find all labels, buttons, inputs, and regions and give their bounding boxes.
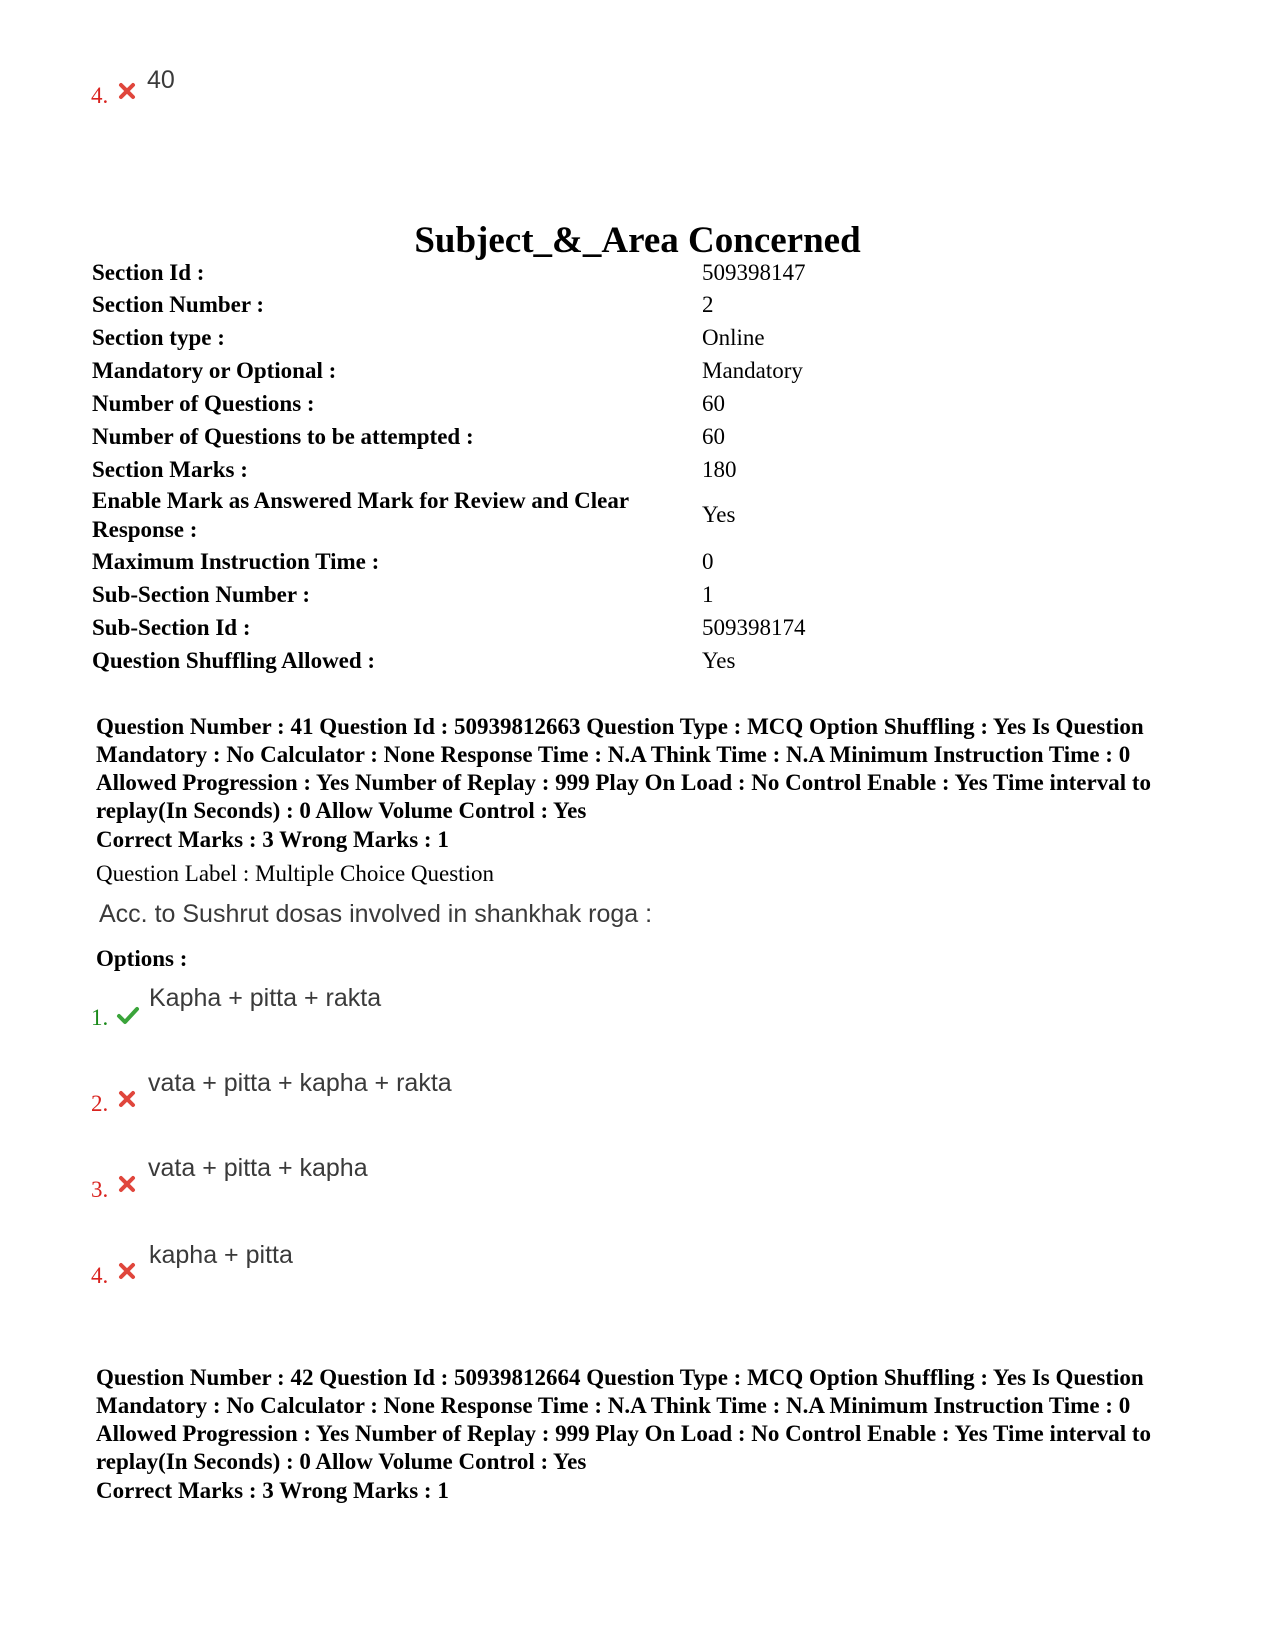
option-number: 4. xyxy=(91,1263,109,1288)
row-value: 2 xyxy=(702,292,714,317)
option-text: kapha + pitta xyxy=(149,1241,293,1269)
question-label: Question Label : Multiple Choice Question xyxy=(96,861,494,886)
row-label: Question Shuffling Allowed : xyxy=(92,648,376,673)
row-value: Yes xyxy=(702,502,736,527)
option-number: 4. xyxy=(91,83,109,108)
question-meta: Question Number : 41 Question Id : 50939812663 Question Type : MCQ Option Shuffling : Yes Is Question Mandatory : No Calculator : None Response Time : N.A Think Time : N.A Minimum Instruction Time : 0 Allowed Progression : Yes Number of Replay : 999 Play On Load : No Control Enable : Yes Time interval to replay(In Seconds) : 0 Allow Volume Control : Yes xyxy=(96,714,1152,823)
options-heading: Options : xyxy=(96,946,188,971)
question-marks: Correct Marks : 3 Wrong Marks : 1 xyxy=(96,827,449,852)
row-label: Enable Mark as Answered Mark for Review and Clear Response : xyxy=(92,488,629,542)
row-value: 509398174 xyxy=(702,615,806,640)
row-label: Sub-Section Number : xyxy=(92,582,311,607)
row-label: Section type : xyxy=(92,325,225,350)
correct-check-icon xyxy=(116,1004,140,1026)
row-label: Number of Questions to be attempted : xyxy=(92,424,474,449)
row-value: Mandatory xyxy=(702,358,803,383)
row-value: 509398147 xyxy=(702,260,806,285)
row-value: Online xyxy=(702,325,765,350)
row-label: Section Marks : xyxy=(92,457,248,482)
question-meta: Question Number : 42 Question Id : 50939812664 Question Type : MCQ Option Shuffling : Yes Is Question Mandatory : No Calculator : None Response Time : N.A Think Time : N.A Minimum Instruction Time : 0 Allowed Progression : Yes Number of Replay : 999 Play On Load : No Control Enable : Yes Time interval to replay(In Seconds) : 0 Allow Volume Control : Yes xyxy=(96,1365,1152,1474)
row-label: Number of Questions : xyxy=(92,391,315,416)
wrong-mark-icon xyxy=(116,80,138,102)
row-value: 0 xyxy=(702,549,714,574)
wrong-mark-icon xyxy=(116,1260,138,1282)
row-value: 60 xyxy=(702,424,725,449)
row-value: 60 xyxy=(702,391,725,416)
question-marks: Correct Marks : 3 Wrong Marks : 1 xyxy=(96,1478,449,1503)
option-text: vata + pitta + kapha + rakta xyxy=(148,1069,452,1097)
row-value: 180 xyxy=(702,457,737,482)
option-text: 40 xyxy=(147,66,175,94)
option-text: vata + pitta + kapha xyxy=(148,1154,368,1182)
option-number: 3. xyxy=(91,1177,109,1202)
row-value: 1 xyxy=(702,582,714,607)
row-label: Maximum Instruction Time : xyxy=(92,549,380,574)
option-number: 2. xyxy=(91,1091,109,1116)
question-text: Acc. to Sushrut dosas involved in shankhak roga : xyxy=(99,900,653,928)
wrong-mark-icon xyxy=(116,1173,138,1195)
row-value: Yes xyxy=(702,648,736,673)
section-title: Subject_&_Area Concerned xyxy=(414,220,861,261)
row-label: Sub-Section Id : xyxy=(92,615,251,640)
row-label: Section Id : xyxy=(92,260,205,285)
row-label: Section Number : xyxy=(92,292,265,317)
row-label: Mandatory or Optional : xyxy=(92,358,337,383)
option-number: 1. xyxy=(91,1005,109,1030)
option-text: Kapha + pitta + rakta xyxy=(149,984,382,1012)
wrong-mark-icon xyxy=(116,1088,138,1110)
